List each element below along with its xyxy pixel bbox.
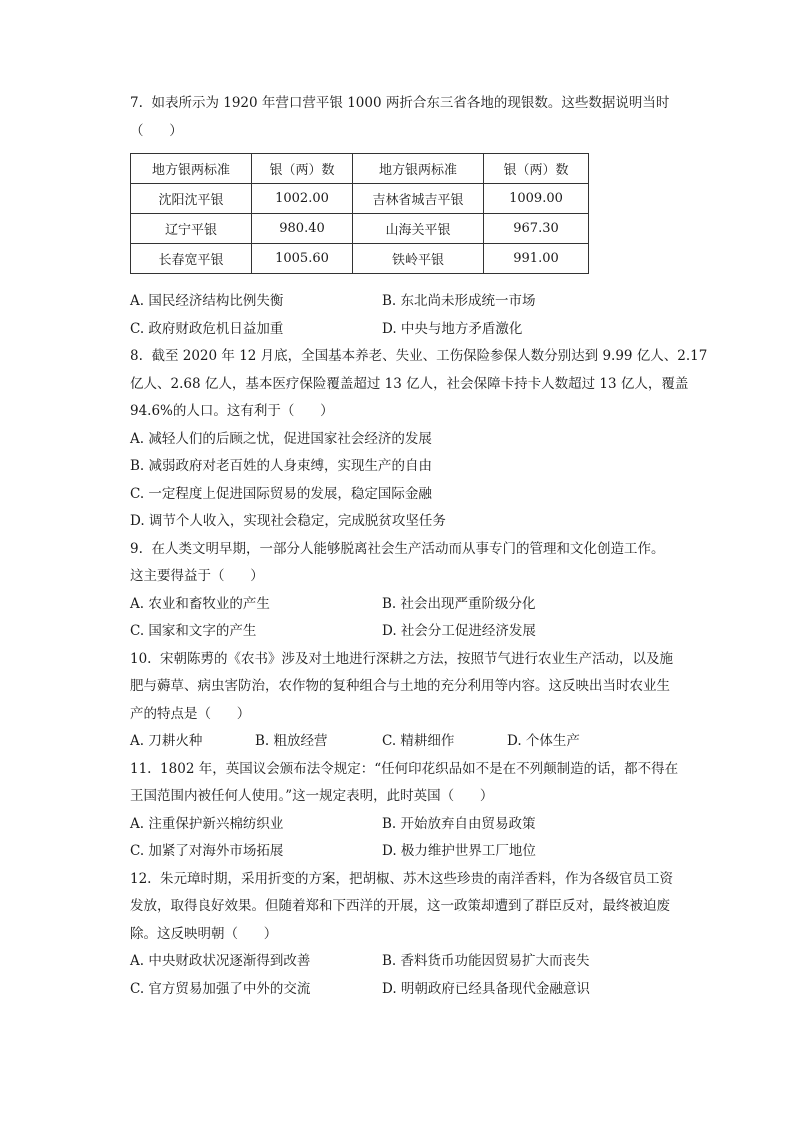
question-10-stem-line-2: 肥与薅草、病虫害防治，农作物的复种组合与土地的充分利用等内容。这反映出当时农业生 — [130, 678, 670, 694]
question-11-stem-line-1: 11. 1802 年，英国议会颁布法令规定：“任何印花织品如不是在不列颠制造的话，都不得在 — [130, 760, 679, 777]
question-12 — [130, 866, 696, 1004]
option-c[interactable]: C. 政府财政危机日益加重 — [130, 320, 284, 337]
option-c[interactable]: C. 官方贸易加强了中外的交流 — [130, 980, 311, 997]
table-cell: 山海关平银 — [353, 214, 484, 244]
question-7 — [130, 90, 696, 343]
table-header-cell: 地方银两标准 — [131, 154, 252, 184]
option-b[interactable]: B. 减弱政府对老百姓的人身束缚，实现生产的自由 — [130, 458, 433, 474]
table-cell: 长春宽平银 — [131, 244, 252, 274]
question-12-stem-line-3: 除。这反映明朝（ ） — [130, 925, 278, 942]
option-a[interactable]: A. 注重保护新兴棉纺织业 — [130, 815, 284, 832]
option-c[interactable]: C. 加紧了对海外市场拓展 — [130, 843, 284, 859]
question-10-stem-line-1: 10. 宋朝陈旉的《农书》涉及对土地进行深耕之方法，按照节气进行农业生产活动，以及施 — [130, 650, 674, 667]
option-row — [130, 288, 696, 316]
option-row — [130, 948, 696, 976]
question-9-stem-line-2: 这主要得益于（ ） — [130, 568, 264, 584]
option-c[interactable]: C. 精耕细作 — [382, 733, 455, 749]
question-10-stem-line-3: 产的特点是（ ） — [130, 705, 251, 722]
table-cell: 辽宁平银 — [131, 214, 252, 244]
option-row — [130, 316, 696, 344]
option-a[interactable]: A. 中央财政状况逐渐得到改善 — [130, 953, 311, 969]
table-row — [131, 214, 589, 244]
option-b[interactable]: B. 社会出现严重阶级分化 — [382, 595, 536, 612]
option-b[interactable]: B. 粗放经营 — [255, 733, 328, 749]
table-cell: 1009.00 — [484, 184, 589, 214]
option-d[interactable]: D. 个体生产 — [507, 733, 580, 749]
option-row — [130, 591, 696, 619]
option-row — [130, 811, 696, 839]
question-8-stem-line-3: 94.6%的人口。这有利于（ ） — [130, 403, 334, 419]
question-12-stem-line-1: 12. 朱元璋时期，采用折变的方案，把胡椒、苏木这些珍贵的南洋香料，作为各级官员工资 — [130, 870, 674, 887]
table-cell: 1002.00 — [252, 184, 353, 214]
table-cell: 967.30 — [484, 214, 589, 244]
table-header-cell: 银（两）数 — [252, 154, 353, 184]
table-cell: 991.00 — [484, 244, 589, 274]
question-11-stem-line-2: 王国范围内被任何人使用。”这一规定表明，此时英国（ ） — [130, 788, 494, 804]
question-8-stem-line-2: 亿人、2.68 亿人，基本医疗保险覆盖超过 13 亿人，社会保障卡持卡人数超过 13 亿人，覆盖 — [130, 375, 689, 392]
option-row — [130, 728, 696, 756]
question-12-stem-line-2: 发放，取得良好效果。但随着郑和下西洋的开展，这一政策却遭到了群臣反对，最终被迫废 — [130, 898, 670, 914]
table-cell: 1005.60 — [252, 244, 353, 274]
table-header-row — [131, 154, 589, 184]
option-row — [130, 838, 696, 866]
option-d[interactable]: D. 明朝政府已经具备现代金融意识 — [382, 980, 590, 997]
option-b[interactable]: B. 香料货币功能因贸易扩大而丧失 — [382, 953, 590, 969]
question-8 — [130, 343, 708, 536]
table-cell: 沈阳沈平银 — [131, 184, 252, 214]
table-row — [131, 184, 589, 214]
option-d[interactable]: D. 调节个人收入，实现社会稳定，完成脱贫攻坚任务 — [130, 513, 446, 529]
table-cell: 980.40 — [252, 214, 353, 244]
option-row — [130, 976, 696, 1004]
option-a[interactable]: A. 刀耕火种 — [130, 733, 203, 749]
option-c[interactable]: C. 国家和文字的产生 — [130, 623, 257, 639]
table-header-cell: 银（两）数 — [484, 154, 589, 184]
question-8-stem-line-1: 8. 截至 2020 年 12 月底，全国基本养老、失业、工伤保险参保人数分别达到 9.99 亿人、2.17 — [130, 348, 708, 364]
option-d[interactable]: D. 社会分工促进经济发展 — [382, 623, 536, 639]
option-d[interactable]: D. 中央与地方矛盾激化 — [382, 320, 523, 337]
question-7-stem-line-1: 7. 如表所示为 1920 年营口营平银 1000 两折合东三省各地的现银数。这些数据说明当时 — [130, 95, 670, 111]
option-b[interactable]: B. 开始放弃自由贸易政策 — [382, 815, 536, 832]
option-c[interactable]: C. 一定程度上促进国际贸易的发展，稳定国际金融 — [130, 485, 432, 502]
table-header-cell: 地方银两标准 — [353, 154, 484, 184]
option-a[interactable]: A. 国民经济结构比例失衡 — [130, 293, 284, 309]
question-9-stem-line-1: 9. 在人类文明早期，一部分人能够脱离社会生产活动而从事专门的管理和文化创造工作。 — [130, 540, 665, 557]
question-7-stem-line-2: （ ） — [130, 122, 183, 139]
question-10 — [130, 646, 696, 756]
option-d[interactable]: D. 极力维护世界工厂地位 — [382, 843, 536, 859]
question-11 — [130, 756, 696, 866]
table-cell: 铁岭平银 — [353, 244, 484, 274]
option-a[interactable]: A. 减轻人们的后顾之忧，促进国家社会经济的发展 — [130, 430, 432, 447]
question-9 — [130, 536, 696, 646]
option-b[interactable]: B. 东北尚未形成统一市场 — [382, 293, 536, 309]
table-row — [131, 244, 589, 274]
exam-page — [130, 90, 708, 1003]
option-row — [130, 618, 696, 646]
option-a[interactable]: A. 农业和畜牧业的产生 — [130, 595, 270, 612]
table-cell: 吉林省城吉平银 — [353, 184, 484, 214]
silver-exchange-table — [130, 153, 589, 274]
